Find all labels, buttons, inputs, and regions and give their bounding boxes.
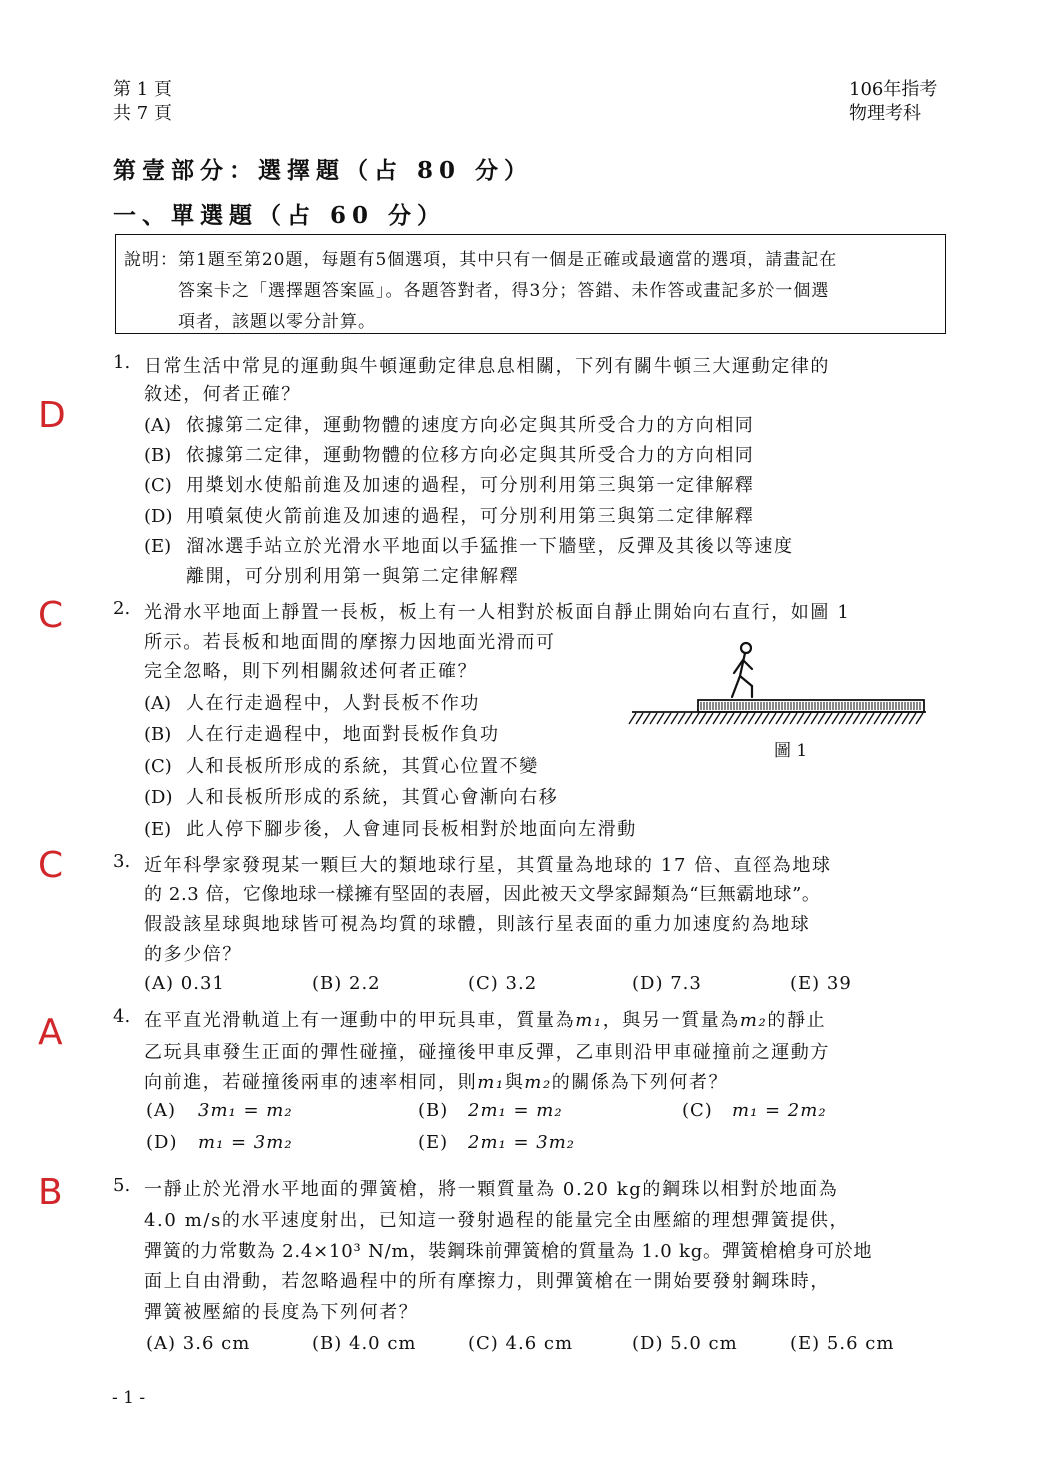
question-text: 敘述，何者正確？ [144, 384, 301, 405]
option-d[interactable] [144, 783, 558, 809]
option-a[interactable] [146, 1100, 293, 1121]
option-tag: (D) [146, 1132, 178, 1153]
option-a[interactable]: (A) 3.6 cm [146, 1333, 251, 1354]
answer-mark: D [38, 395, 66, 436]
question-text: 光滑水平地面上靜置一長板，板上有一人相對於板面自靜止開始向右直行，如圖 1 [144, 602, 851, 623]
ground-hatch-line [881, 713, 888, 724]
option-d[interactable]: (D) 5.0 cm [632, 1333, 738, 1354]
question-text: 的 2.3 倍，它像地球一樣擁有堅固的表層，因此被天文學家歸類為“巨無霸地球”。 [144, 884, 821, 905]
question-text [144, 1068, 728, 1094]
question-text-part: 的關係為下列何者？ [551, 1072, 729, 1093]
ground-hatch-line [867, 713, 874, 724]
page-total: 共 7 頁 [113, 103, 172, 124]
ground-hatch-line [685, 713, 692, 724]
option-tag: (D) [144, 787, 173, 808]
option-d[interactable] [144, 502, 754, 528]
ground-hatch-line [650, 713, 657, 724]
option-tag: (A) [146, 1100, 177, 1121]
ground-hatch-line [734, 713, 741, 724]
option-tag: (C) [144, 475, 172, 496]
option-c[interactable]: (C) 3.2 [468, 973, 538, 994]
option-formula: m₁ = 2m₂ [732, 1100, 827, 1121]
question-text: 面上自由滑動，若忽略過程中的所有摩擦力，則彈簧槍在一開始要發射鋼珠時， [144, 1271, 830, 1292]
question-text: 的多少倍？ [144, 944, 242, 965]
option-c[interactable]: (C) 4.6 cm [468, 1333, 574, 1354]
question-text-part: 與 [504, 1072, 525, 1093]
option-tag: (B) [144, 724, 172, 745]
ground-hatch-line [713, 713, 720, 724]
question-number: 3. [113, 851, 131, 872]
question-text: 乙玩具車發生正面的彈性碰撞，碰撞後甲車反彈，乙車則沿甲車碰撞前之運動方 [144, 1042, 830, 1063]
option-tag: (E) [418, 1132, 449, 1153]
question-text-part: 的靜止 [767, 1010, 827, 1031]
ground-hatch-line [671, 713, 678, 724]
question-number: 2. [113, 598, 131, 619]
option-tag: (B) [144, 445, 172, 466]
option-text: 人在行走過程中，人對長板不作功 [186, 693, 480, 714]
option-formula: 2m₁ = m₂ [468, 1100, 563, 1121]
option-tag: (D) [144, 506, 173, 527]
ground-hatch-line [790, 713, 797, 724]
ground-hatch-line [727, 713, 734, 724]
ground-hatch-line [832, 713, 839, 724]
ground-hatch-line [909, 713, 916, 724]
question-text: 4.0 m/s的水平速度射出，已知這一發射過程的能量完全由壓縮的理想彈簧提供， [144, 1210, 850, 1231]
ground-hatch-line [888, 713, 895, 724]
ground-hatch-line [853, 713, 860, 724]
ground-hatch-line [874, 713, 881, 724]
option-text: 此人停下腳步後，人會連同長板相對於地面向左滑動 [186, 819, 637, 840]
option-text: 人在行走過程中，地面對長板作負功 [186, 724, 500, 745]
question-text: 假設該星球與地球皆可視為均質的球體，則該行星表面的重力加速度約為地球 [144, 914, 811, 935]
question-number: 5. [113, 1175, 131, 1196]
ground-hatching [629, 713, 923, 724]
option-a[interactable]: (A) 0.31 [144, 973, 225, 994]
ground-hatch-line [825, 713, 832, 724]
exam-year: 106年指考 [849, 79, 938, 100]
question-text: 完全忽略，則下列相關敘述何者正確？ [144, 661, 478, 682]
ground-hatch-line [692, 713, 699, 724]
option-d[interactable] [146, 1132, 293, 1153]
ground-hatch-line [776, 713, 783, 724]
person-figure [732, 643, 752, 697]
ground-hatch-line [706, 713, 713, 724]
question-text: 日常生活中常見的運動與牛頓運動定律息息相關，下列有關牛頓三大運動定律的 [144, 356, 830, 377]
option-text: 人和長板所形成的系統，其質心會漸向右移 [186, 787, 559, 808]
option-e[interactable]: (E) 39 [790, 973, 852, 994]
option-tag: (A) [144, 693, 172, 714]
option-c[interactable] [144, 471, 754, 497]
ground-hatch-line [895, 713, 902, 724]
figure-1-walking-person-on-board [628, 640, 930, 732]
ground-hatch-line [783, 713, 790, 724]
ground-hatch-line [678, 713, 685, 724]
variable-m1: m₁ [477, 1072, 505, 1093]
ground-hatch-line [916, 713, 923, 724]
question-text-part: ，與另一質量為 [602, 1010, 740, 1031]
ground-hatch-line [804, 713, 811, 724]
option-e[interactable]: (E) 5.6 cm [790, 1333, 895, 1354]
question-text [144, 1006, 826, 1032]
question-text-part: 向前進，若碰撞後兩車的速率相同，則 [144, 1072, 478, 1093]
ground-hatch-line [748, 713, 755, 724]
subject-name: 物理考科 [849, 103, 921, 124]
ground-hatch-line [643, 713, 650, 724]
option-formula: 2m₁ = 3m₂ [468, 1132, 575, 1153]
option-a[interactable] [144, 689, 480, 715]
ground-hatch-line [902, 713, 909, 724]
variable-m2: m₂ [524, 1072, 552, 1093]
option-b[interactable]: (B) 4.0 cm [312, 1333, 417, 1354]
option-formula: m₁ = 3m₂ [198, 1132, 293, 1153]
question-number: 1. [113, 352, 131, 373]
part-title: 第壹部分：選擇題（占 80 分） [113, 157, 534, 184]
option-text: 依據第二定律，運動物體的位移方向必定與其所受合力的方向相同 [186, 445, 755, 466]
answer-mark: B [38, 1172, 63, 1213]
option-tag: (B) [418, 1100, 449, 1121]
option-formula: 3m₁ = m₂ [198, 1100, 293, 1121]
answer-mark: C [38, 845, 64, 886]
question-text-part: 在平直光滑軌道上有一運動中的甲玩具車，質量為 [144, 1010, 576, 1031]
option-d[interactable]: (D) 7.3 [632, 973, 702, 994]
option-tag: (C) [144, 756, 172, 777]
ground-hatch-line [762, 713, 769, 724]
ground-hatch-line [818, 713, 825, 724]
question-text: 一靜止於光滑水平地面的彈簧槍，將一顆質量為 0.20 kg的鋼珠以相對於地面為 [144, 1179, 839, 1200]
question-text: 近年科學家發現某一顆巨大的類地球行星，其質量為地球的 17 倍、直徑為地球 [144, 855, 832, 876]
option-a[interactable] [144, 411, 754, 437]
question-text: 彈簧的力常數為 2.4×10³ N/m，裝鋼珠前彈簧槍的質量為 1.0 kg。彈簧槍槍身可於地 [144, 1241, 873, 1262]
answer-mark: C [38, 595, 64, 636]
option-tag: (E) [144, 536, 172, 557]
section-title: 一、單選題（占 60 分） [113, 202, 447, 229]
ground-hatch-line [657, 713, 664, 724]
option-e[interactable] [144, 815, 637, 841]
question-text: 所示。若長板和地面間的摩擦力因地面光滑而可 [144, 632, 556, 653]
instructions-label: 說明： [124, 250, 178, 270]
option-c[interactable] [682, 1100, 827, 1121]
option-b[interactable] [418, 1100, 563, 1121]
page-footer: - 1 - [112, 1388, 146, 1408]
option-b[interactable] [144, 441, 754, 467]
option-e[interactable] [144, 532, 794, 558]
ground-hatch-line [636, 713, 643, 724]
option-text: 用噴氣使火箭前進及加速的過程，可分別利用第三與第二定律解釋 [186, 506, 755, 527]
option-c[interactable] [144, 752, 539, 778]
option-b[interactable]: (B) 2.2 [312, 973, 381, 994]
ground-hatch-line [860, 713, 867, 724]
ground-hatch-line [846, 713, 853, 724]
instructions-line: 項者，該題以零分計算。 [178, 312, 376, 332]
ground-hatch-line [797, 713, 804, 724]
figure-caption: 圖 1 [774, 741, 808, 761]
option-text: 依據第二定律，運動物體的速度方向必定與其所受合力的方向相同 [186, 415, 755, 436]
instructions-box [115, 234, 946, 334]
question-number: 4. [113, 1006, 131, 1027]
option-text: 人和長板所形成的系統，其質心位置不變 [186, 756, 539, 777]
ground-hatch-line [755, 713, 762, 724]
ground-hatch-line [629, 713, 636, 724]
option-text-continued: 離開，可分別利用第一與第二定律解釋 [186, 566, 520, 587]
instructions-line: 第1題至第20題，每題有5個選項，其中只有一個是正確或最適當的選項，請畫記在 [178, 250, 838, 270]
instructions-line: 答案卡之「選擇題答案區」。各題答對者，得3分；答錯、未作答或畫記多於一個選 [178, 281, 830, 301]
option-tag: (E) [144, 819, 172, 840]
variable-m1: m₁ [575, 1010, 603, 1031]
ground-hatch-line [741, 713, 748, 724]
ground-hatch-line [811, 713, 818, 724]
ground-hatch-line [720, 713, 727, 724]
option-tag: (C) [682, 1100, 713, 1121]
option-b[interactable] [144, 720, 500, 746]
ground-hatch-line [664, 713, 671, 724]
ground-hatch-line [839, 713, 846, 724]
question-text: 彈簧被壓縮的長度為下列何者？ [144, 1302, 419, 1323]
option-text: 用槳划水使船前進及加速的過程，可分別利用第三與第一定律解釋 [186, 475, 755, 496]
page-number: 第 1 頁 [113, 79, 172, 100]
option-text: 溜冰選手站立於光滑水平地面以手猛推一下牆壁，反彈及其後以等速度 [186, 536, 794, 557]
variable-m2: m₂ [739, 1010, 768, 1031]
option-e[interactable] [418, 1132, 575, 1153]
answer-mark: A [38, 1012, 63, 1053]
option-tag: (A) [144, 415, 172, 436]
ground-hatch-line [769, 713, 776, 724]
ground-hatch-line [699, 713, 706, 724]
